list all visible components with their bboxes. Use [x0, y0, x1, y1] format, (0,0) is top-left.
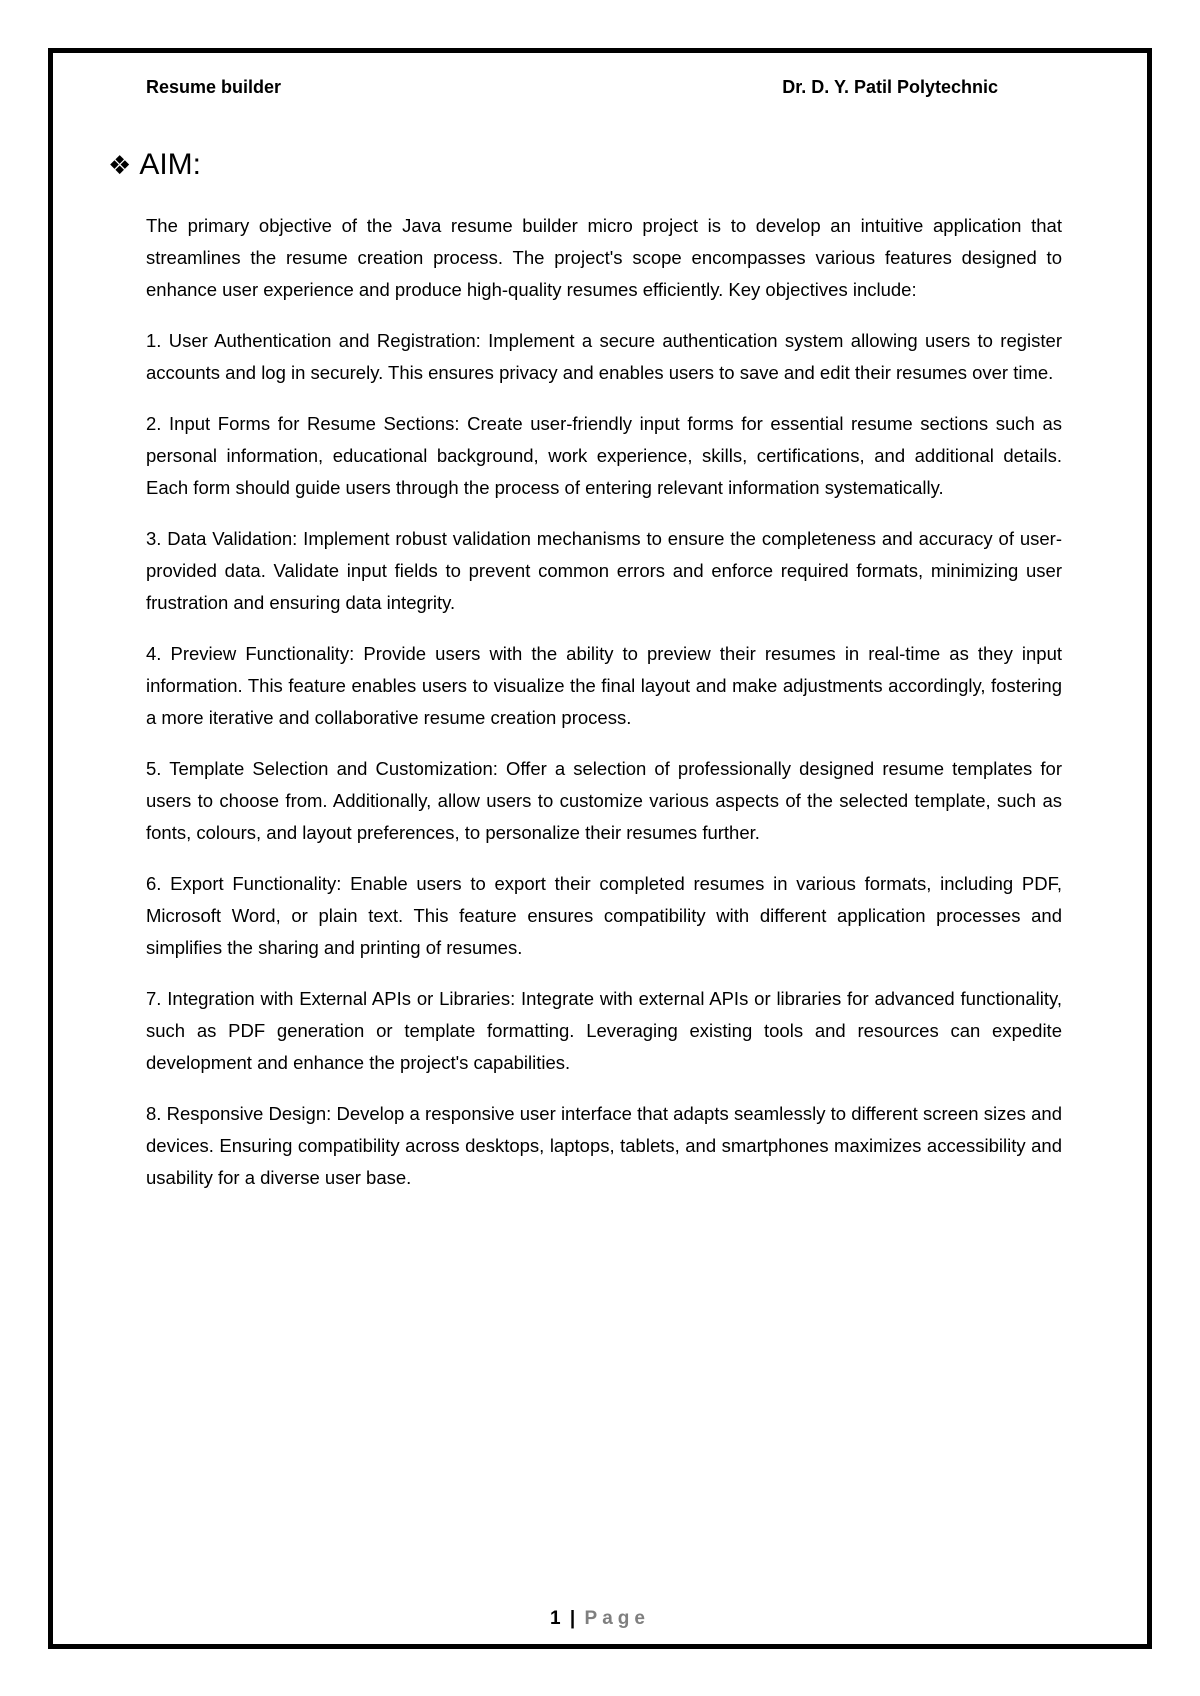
objective-paragraph: 1. User Authentication and Registration: Implement a secure authentication system allowing users to register accounts and log in securely. This ensures privacy and enables users to save and edit their resumes over time.: [146, 330, 1062, 383]
objective-paragraph: 8. Responsive Design: Develop a responsive user interface that adapts seamlessly to different screen sizes and devices. Ensuring compatibility across desktops, laptops, tablets, and smartphones maximizes accessibility and usability for a diverse user base.: [146, 1103, 1062, 1188]
header-title: Resume builder: [146, 76, 282, 97]
page-footer: [0, 1608, 1200, 1630]
objective-paragraph: 4. Preview Functionality: Provide users with the ability to preview their resumes in real-time as they input information. This feature enables users to visualize the final layout and make adjustments accordingly, fostering a more iterative and collaborative resume creation process.: [146, 643, 1062, 728]
objective-paragraph: 7. Integration with External APIs or Libraries: Integrate with external APIs or libraries for advanced functionality, such as PDF generation or template formatting. Leveraging existing tools and resources can expedite development and enhance the project's capabilities.: [146, 988, 1062, 1073]
footer-separator: |: [569, 1608, 576, 1629]
section-heading: [108, 148, 201, 182]
header-institution: Dr. D. Y. Patil Polytechnic: [782, 76, 998, 97]
page-header: [146, 72, 998, 102]
page-label: Page: [584, 1608, 650, 1629]
body-content: [146, 210, 1062, 1213]
section-title: AIM:: [139, 148, 201, 181]
intro-paragraph: The primary objective of the Java resume builder micro project is to develop an intuitive application that streamlines the resume creation process. The project's scope encompasses various features designed to enhance user experience and produce high-quality resumes efficiently. Key objectives include:: [146, 215, 1062, 300]
objective-paragraph: 5. Template Selection and Customization: Offer a selection of professionally designed resume templates for users to choose from. Additionally, allow users to customize various aspects of the selected template, such as fonts, colours, and layout preferences, to personalize their resumes further.: [146, 758, 1062, 843]
four-diamond-bullet-icon: ❖: [108, 150, 132, 180]
objective-paragraph: 3. Data Validation: Implement robust validation mechanisms to ensure the completeness and accuracy of user-provided data. Validate input fields to prevent common errors and enforce required formats, minimizing user frustration and ensuring data integrity.: [146, 528, 1062, 613]
page-number: 1: [550, 1608, 561, 1629]
objective-paragraph: 6. Export Functionality: Enable users to export their completed resumes in various formats, including PDF, Microsoft Word, or plain text. This feature ensures compatibility with different application processes and simplifies the sharing and printing of resumes.: [146, 873, 1062, 958]
objective-paragraph: 2. Input Forms for Resume Sections: Create user-friendly input forms for essential resume sections such as personal information, educational background, work experience, skills, certifications, and additional details. Each form should guide users through the process of entering relevant information systematically.: [146, 413, 1062, 498]
